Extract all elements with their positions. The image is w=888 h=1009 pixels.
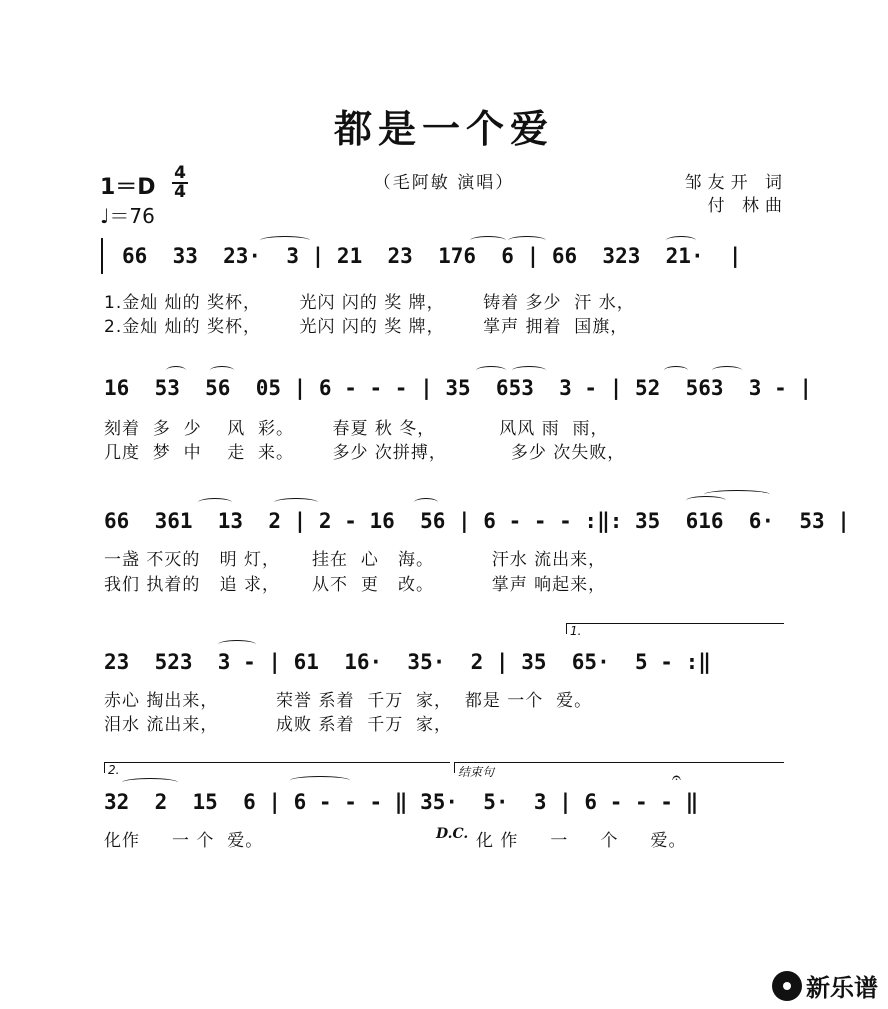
notation-row-2: 16 53 56 05 | 6 - - - | 35 653 3 - | 52 563 3 - | xyxy=(104,376,813,400)
volta-2-label: 2. xyxy=(108,763,120,777)
volta-2 xyxy=(104,762,450,777)
tie-arc xyxy=(414,498,438,507)
notation-row-3: 66 361 13 2 | 2 - 16 56 | 6 - - - :‖: 35 616 6· 53 | xyxy=(104,509,850,533)
ending-label: 结束句 xyxy=(458,765,495,779)
tie-arc xyxy=(166,366,186,375)
tie-arc xyxy=(704,490,770,499)
volta-1 xyxy=(566,623,784,638)
lyric-line: 赤心 掏出来， 荣誉 系着 千万 家， 都是 一个 爱。 xyxy=(104,691,593,711)
tie-arc xyxy=(712,366,742,375)
tempo-marking: ♩＝76 xyxy=(100,204,155,228)
tie-arc xyxy=(664,366,688,375)
site-logo xyxy=(772,968,878,1003)
ending-bracket xyxy=(454,762,784,779)
lyric-line: 1.金灿 灿的 奖杯， 光闪 闪的 奖 牌， 铸着 多少 汗 水， xyxy=(104,293,635,313)
logo-text: 新乐谱 xyxy=(806,974,878,1002)
lyric-line: 几度 梦 中 走 来。 多少 次拼搏， 多少 次失败， xyxy=(104,443,626,463)
key-signature: 1＝D xyxy=(100,175,156,200)
lyric-line: 刻着 多 少 风 彩。 春夏 秋 冬， 风风 雨 雨， xyxy=(104,419,609,439)
fermata-icon: 𝄐 xyxy=(672,768,681,787)
tie-arc xyxy=(218,640,256,649)
lyric-line: 我们 执着的 追 求， 从不 更 改。 掌声 响起来， xyxy=(104,575,607,595)
bar-line xyxy=(101,238,103,274)
lyric-line: 一盏 不灭的 明 灯， 挂在 心 海。 汗水 流出来， xyxy=(104,550,607,570)
time-signature-top: 4 xyxy=(172,165,188,184)
lyric-line: 化 作 一 个 爱。 xyxy=(476,831,687,851)
time-signature-bottom: 4 xyxy=(174,182,186,202)
da-capo-marking: D.C. xyxy=(436,826,469,842)
tie-arc xyxy=(260,236,310,245)
singer-credit: （毛阿敏 演唱） xyxy=(373,173,515,193)
tie-arc xyxy=(274,498,318,507)
lyric-line: 2.金灿 灿的 奖杯， 光闪 闪的 奖 牌， 掌声 拥着 国旗， xyxy=(104,317,629,337)
tie-arc xyxy=(122,778,178,787)
notation-row-1: 66 33 23· 3 | 21 23 176 6 | 66 323 21· | xyxy=(122,244,742,268)
song-title: 都是一个爱 xyxy=(333,106,554,151)
notation-row-5: 32 2 15 6 | 6 - - - ‖ 35· 5· 3 | 6 - - - ‖ xyxy=(104,790,699,814)
lyric-line: 泪水 流出来， 成败 系着 千万 家， xyxy=(104,715,453,735)
volta-1-label: 1. xyxy=(570,624,582,638)
tie-arc xyxy=(470,236,506,245)
tie-arc xyxy=(512,366,546,375)
tie-arc xyxy=(508,236,546,245)
tie-arc xyxy=(210,366,234,375)
record-disc-icon xyxy=(772,971,802,1001)
tie-arc xyxy=(198,498,232,507)
tie-arc xyxy=(476,366,506,375)
notation-row-4: 23 523 3 - | 61 16· 35· 2 | 35 65· 5 - :‖ xyxy=(104,650,711,674)
tie-arc xyxy=(290,776,350,785)
composer-credit: 付 林曲 xyxy=(707,196,788,216)
lyric-line: 化作 一 个 爱。 xyxy=(104,831,264,851)
tie-arc xyxy=(666,236,696,245)
lyricist-credit: 邹友开 词 xyxy=(684,173,788,193)
